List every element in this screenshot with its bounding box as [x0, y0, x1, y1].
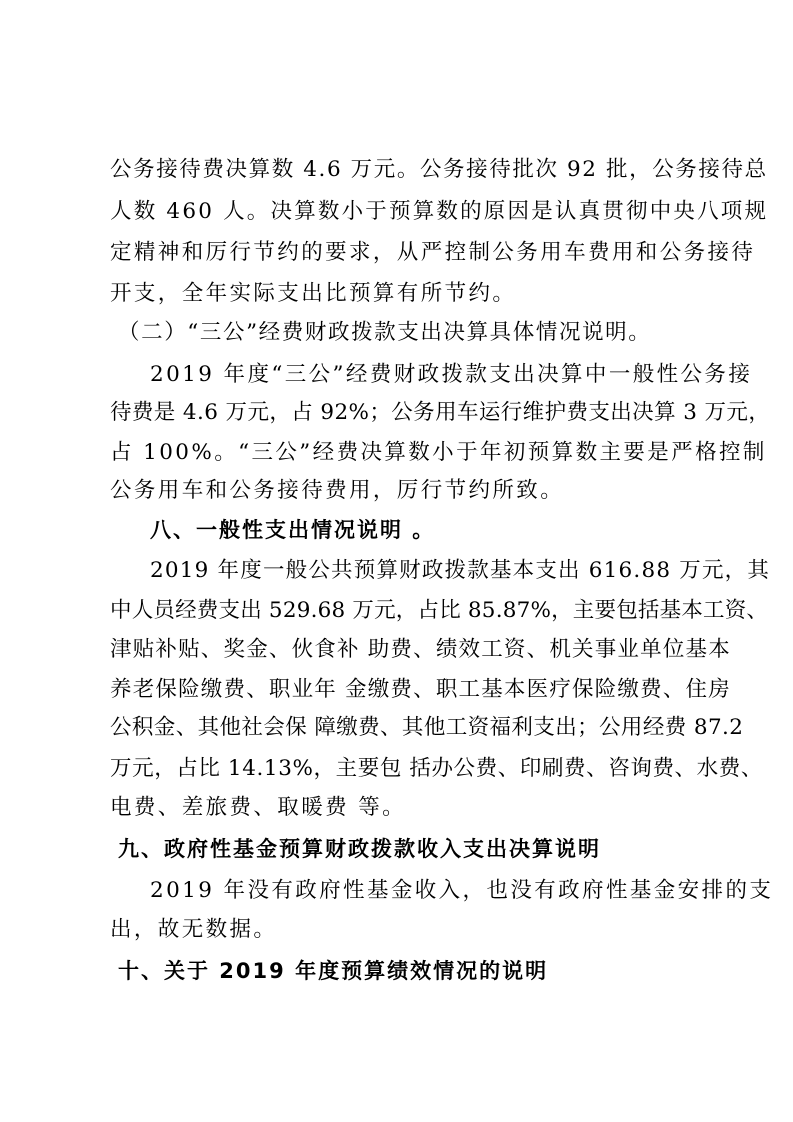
body-line-4: 开支，全年实际支出比预算有所节约。	[110, 281, 517, 306]
body-line-7: 待费是 4.6 万元，占 92%；公务用车运行维护费支出决算 3 万元，	[110, 400, 771, 425]
body-line-1: 公务接待费决算数 4.6 万元。公务接待批次 92 批，公务接待总	[110, 157, 768, 182]
body-line-19: 2019 年没有政府性基金收入，也没有政府性基金安排的支	[150, 878, 774, 903]
body-line-13: 津贴补贴、奖金、伙食补 助费、绩效工资、机关事业单位基本	[110, 637, 731, 662]
subsection-line: （二）“三公”经费财政拨款支出决算具体情况说明。	[118, 320, 652, 345]
body-line-8: 占 100%。“三公”经费决算数小于年初预算数主要是严格控制	[110, 440, 767, 465]
body-line-16: 万元，占比 14.13%，主要包 括办公费、印刷费、咨询费、水费、	[110, 756, 763, 781]
body-line-15: 公积金、其他社会保 障缴费、其他工资福利支出；公用经费 87.2	[110, 715, 744, 740]
body-line-20: 出，故无数据。	[110, 917, 278, 942]
section-heading-9: 九、政府性基金预算财政拨款收入支出决算说明	[118, 837, 601, 861]
body-line-9: 公务用车和公务接待费用，厉行节约所致。	[110, 478, 565, 503]
section-heading-10: 十、关于 2019 年度预算绩效情况的说明	[118, 959, 549, 983]
body-line-14: 养老保险缴费、职业年 金缴费、职工基本医疗保险缴费、住房	[110, 677, 731, 702]
body-line-12: 中人员经费支出 529.68 万元，占比 85.87%，主要包括基本工资、	[110, 598, 769, 623]
body-line-6: 2019 年度“三公”经费财政拨款支出决算中一般性公务接	[150, 362, 753, 387]
section-heading-8: 八、一般性支出情况说明 。	[150, 518, 436, 542]
body-line-11: 2019 年度一般公共预算财政拨款基本支出 616.88 万元，其	[150, 558, 771, 583]
body-line-17: 电费、差旅费、取暖费 等。	[110, 795, 407, 820]
body-line-2: 人数 460 人。决算数小于预算数的原因是认真贯彻中央八项规	[110, 199, 769, 224]
body-line-3: 定精神和厉行节约的要求，从严控制公务用车费用和公务接待	[110, 240, 756, 265]
